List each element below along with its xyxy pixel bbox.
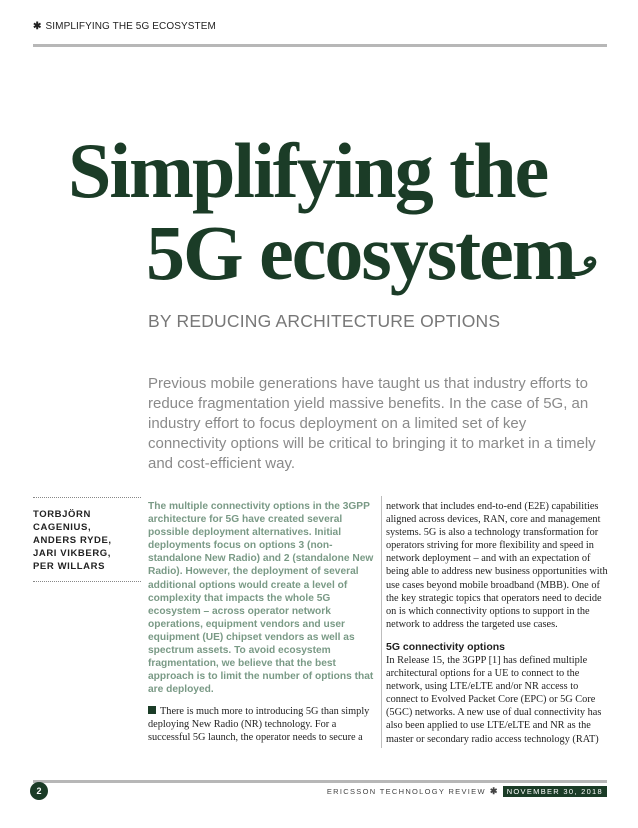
paragraph-start-square-icon [148, 706, 156, 714]
publication-name: ERICSSON TECHNOLOGY REVIEW [326, 787, 486, 796]
author-name: ANDERS RYDE, [33, 535, 112, 546]
publication-date: NOVEMBER 30, 2018 [503, 786, 607, 797]
author-name: TORBJÖRN CAGENIUS, [33, 509, 92, 533]
section-label: SIMPLIFYING THE 5G ECOSYSTEM [45, 21, 216, 32]
page-number: 2 [30, 782, 48, 800]
body-column-1 [148, 705, 374, 744]
header-rule [33, 44, 607, 47]
title-line-2: 5G ecosystem [146, 209, 575, 296]
article-subtitle: BY REDUCING ARCHITECTURE OPTIONS [148, 311, 501, 331]
author-list [33, 497, 141, 582]
body-paragraph: network that includes end-to-end (E2E) capabilities aligned across devices, RAN, core and management systems. 5G is also a technology transformation for operators striving for more flexibility and speed in network deployment – and with an expectation of being able to address new business opportunities with use cases beyond mobile broadband (MBB). One of the key strategic topics that operators need to decide on is which connectivity options to support in the network to address the targeted use cases. [386, 501, 608, 630]
footer-rule [33, 780, 607, 783]
article-lede: Previous mobile generations have taught us that industry efforts to reduce fragmentation yield massive benefits. In the case of 5G, an industry effort to focus deployment on a limited set of key connectivity options will be critical to bringing it to market in a timely and cost-efficient way. [148, 375, 596, 472]
body-column-2 [386, 500, 608, 746]
intro-paragraph: The multiple connectivity options in the 3GPP architecture for 5G have created several possible deployment alternatives. Initial deployments focus on options 3 (non-standalone New Radio) and 2 (standalone New Radio). However, the deployment of several additional options would create a level of complexity that impacts the whole 5G ecosystem – across operator network operations, equipment vendors and user equipment (UE) chipset vendors as well as spectrum assets. To avoid ecosystem fragmentation, we believe that the best approach is to limit the number of options that are deployed. [148, 501, 374, 696]
author-name: PER WILLARS [33, 561, 106, 572]
asterisk-icon: ✱ [489, 786, 499, 796]
body-column-1-text: There is much more to introducing 5G than simply deploying New Radio (NR) technology. For a successful 5G launch, the operator needs to secure a [148, 706, 370, 744]
column-divider [381, 496, 382, 748]
running-header [33, 21, 216, 32]
author-name: JARI VIKBERG, [33, 548, 112, 559]
asterisk-icon: ✱ [33, 21, 42, 32]
article-title [0, 127, 638, 296]
section-heading: 5G connectivity options [386, 640, 506, 653]
title-line-1: Simplifying the [68, 127, 548, 214]
footer-info [327, 786, 607, 797]
title-swash-ornament [565, 246, 599, 280]
body-paragraph: In Release 15, the 3GPP [1] has defined multiple architectural options for a UE to connect to the network, using LTE/eLTE and/or NR access to connect to Evolved Packet Core (EPC) or 5G Core (5GC) networks. A new use of dual connectivity has also been applied to use LTE/eLTE and NR as the master or secondary radio access technology (RAT) [386, 654, 602, 745]
